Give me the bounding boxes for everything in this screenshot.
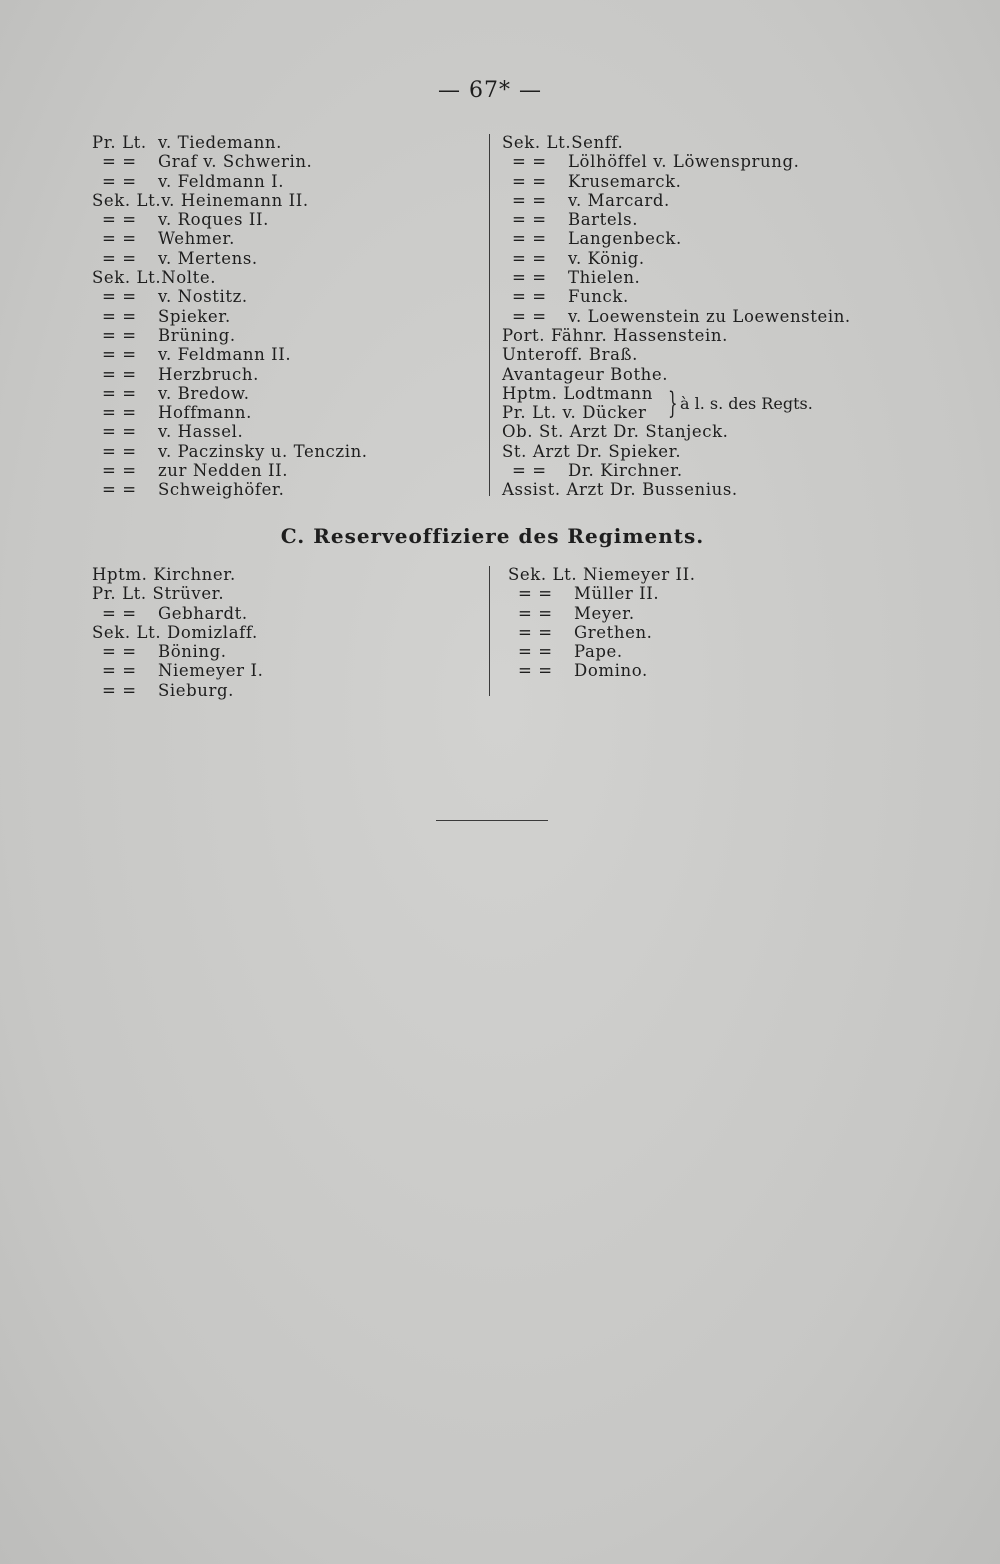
officer-name: v. Loewenstein zu Loewenstein. (568, 306, 851, 326)
officer-list-left (92, 133, 368, 500)
officer-name: Langenbeck. (568, 229, 682, 249)
officer-name: St. Arzt Dr. Spieker. (502, 441, 682, 461)
officer-name: Müller II. (574, 584, 660, 604)
list-item (92, 604, 263, 623)
ditto-mark: = = (102, 480, 137, 500)
ditto-mark: = = (102, 306, 137, 326)
ditto-mark: = = (518, 661, 553, 681)
list-item (508, 604, 696, 623)
officer-name: Port. Fähnr. Hassenstein. (502, 325, 728, 345)
officer-name: Lölhöffel v. Löwensprung. (568, 152, 800, 172)
list-item: Hptm. Lodtmann (502, 383, 653, 403)
list-item (92, 461, 368, 480)
ditto-mark: = = (102, 441, 137, 461)
brace-icon: } (668, 385, 678, 421)
officer-name: v. Paczinsky u. Tenczin. (158, 441, 368, 461)
reserve-list-left (92, 565, 263, 700)
ditto-mark: = = (102, 403, 137, 423)
list-item (502, 345, 851, 364)
list-item (508, 623, 696, 642)
list-item (92, 268, 368, 287)
list-item (92, 565, 263, 584)
officer-name: v. Mertens. (158, 248, 258, 268)
officer-name: Senff. (571, 133, 624, 152)
list-item (502, 268, 851, 287)
list-item (92, 681, 263, 700)
list-item (92, 384, 368, 403)
rank-label: Sek. Lt. (92, 268, 162, 288)
list-item: Pr. Lt. v. Dücker (502, 403, 647, 423)
column-divider (489, 134, 490, 496)
ditto-mark: = = (518, 622, 553, 642)
officer-name: Assist. Arzt Dr. Bussenius. (502, 480, 738, 500)
officer-name: v. Hassel. (158, 422, 244, 442)
officer-name: v. Roques II. (158, 210, 269, 230)
list-item (502, 422, 851, 441)
list-item (92, 661, 263, 680)
officer-name: v. Feldmann I. (158, 171, 285, 191)
list-item (92, 172, 368, 191)
officer-name: Sieburg. (158, 680, 235, 700)
list-item (502, 172, 851, 191)
officer-name: v. Feldmann II. (158, 345, 292, 365)
list-item (92, 210, 368, 229)
ditto-mark: = = (102, 229, 137, 249)
list-item (508, 565, 696, 584)
ditto-mark: = = (102, 661, 137, 681)
list-item (502, 365, 851, 384)
list-item (502, 326, 851, 345)
ditto-mark: = = (512, 461, 547, 481)
list-item (92, 584, 263, 603)
list-item (508, 584, 696, 603)
list-item (92, 326, 368, 345)
officer-name: Pr. Lt. Strüver. (92, 584, 225, 604)
officer-name: Spieker. (158, 306, 231, 326)
list-item (92, 307, 368, 326)
ditto-mark: = = (518, 642, 553, 662)
list-item (92, 229, 368, 248)
list-item (502, 133, 851, 152)
officer-name: zur Nedden II. (158, 461, 289, 481)
officer-name: v. Heinemann II. (161, 190, 309, 210)
ditto-mark: = = (512, 210, 547, 230)
list-item (502, 480, 851, 499)
officer-name: Bartels. (568, 210, 639, 230)
list-item (508, 642, 696, 661)
brace-note: à l. s. des Regts. (680, 393, 813, 413)
list-item (502, 287, 851, 306)
officer-name: Graf v. Schwerin. (158, 152, 313, 172)
list-item (502, 152, 851, 171)
ditto-mark: = = (102, 287, 137, 307)
list-item (92, 191, 368, 210)
officer-name: v. König. (568, 248, 645, 268)
officer-name: Sek. Lt. Domizlaff. (92, 622, 258, 642)
list-item (92, 480, 368, 499)
list-item (92, 623, 263, 642)
list-item (92, 345, 368, 364)
list-item (92, 249, 368, 268)
officer-name: Brüning. (158, 325, 236, 345)
ditto-mark: = = (512, 306, 547, 326)
officer-name: v. Bredow. (158, 383, 250, 403)
officer-name: Sek. Lt. Niemeyer II. (508, 565, 696, 584)
officer-name: Gebhardt. (158, 603, 248, 623)
ditto-mark: = = (512, 229, 547, 249)
ditto-mark: = = (512, 268, 547, 288)
list-item (502, 191, 851, 210)
officer-name: Avantageur Bothe. (502, 364, 669, 384)
officer-name: Thielen. (568, 268, 641, 288)
ditto-mark: = = (102, 364, 137, 384)
column-divider (489, 566, 490, 696)
officer-name: Krusemarck. (568, 171, 682, 191)
ditto-mark: = = (512, 287, 547, 307)
ditto-mark: = = (102, 325, 137, 345)
officer-name: Pape. (574, 642, 623, 662)
list-item (92, 365, 368, 384)
ditto-mark: = = (102, 422, 137, 442)
list-item (502, 249, 851, 268)
brace-group (502, 384, 851, 423)
list-item (92, 442, 368, 461)
section-title: C. Reserveoffiziere des Regiments. (280, 524, 705, 548)
list-item (92, 287, 368, 306)
rank-label: Pr. Lt. (92, 133, 147, 152)
officer-name: Niemeyer I. (158, 661, 264, 681)
ditto-mark: = = (102, 345, 137, 365)
officer-name: Wehmer. (158, 229, 235, 249)
list-item (92, 403, 368, 422)
ditto-mark: = = (518, 584, 553, 604)
officer-name: Schweighöfer. (158, 480, 285, 500)
officer-name: Unteroff. Braß. (502, 345, 638, 365)
ditto-mark: = = (102, 152, 137, 172)
ditto-mark: = = (518, 603, 553, 623)
ditto-mark: = = (102, 461, 137, 481)
officer-name: Nolte. (161, 268, 217, 288)
ditto-mark: = = (512, 190, 547, 210)
list-item (502, 307, 851, 326)
officer-name: v. Marcard. (568, 190, 670, 210)
list-item (502, 229, 851, 248)
list-item (502, 442, 851, 461)
ditto-mark: = = (512, 171, 547, 191)
officer-name: Herzbruch. (158, 364, 259, 384)
list-item (92, 642, 263, 661)
list-item (92, 152, 368, 171)
officer-name: Hoffmann. (158, 403, 252, 423)
officer-name: Funck. (568, 287, 629, 307)
list-item (92, 422, 368, 441)
section-end-rule (436, 820, 548, 821)
ditto-mark: = = (102, 210, 137, 230)
officer-name: Grethen. (574, 622, 653, 642)
ditto-mark: = = (102, 603, 137, 623)
list-item (502, 461, 851, 480)
page-number: — 67* — (438, 78, 542, 103)
rank-label: Sek. Lt. (502, 133, 572, 152)
list-item (502, 210, 851, 229)
ditto-mark: = = (102, 248, 137, 268)
list-item (92, 133, 368, 152)
officer-name: Böning. (158, 642, 227, 662)
officer-name: Dr. Kirchner. (568, 461, 683, 481)
rank-label: Sek. Lt. (92, 190, 162, 210)
officer-list-right (502, 133, 851, 500)
officer-name: Meyer. (574, 603, 635, 623)
ditto-mark: = = (512, 248, 547, 268)
officer-name: Ob. St. Arzt Dr. Stanjeck. (502, 422, 729, 442)
ditto-mark: = = (102, 680, 137, 700)
ditto-mark: = = (102, 171, 137, 191)
officer-name: Domino. (574, 661, 648, 681)
reserve-list-right (508, 565, 696, 681)
list-item (508, 661, 696, 680)
ditto-mark: = = (102, 383, 137, 403)
ditto-mark: = = (102, 642, 137, 662)
ditto-mark: = = (512, 152, 547, 172)
officer-name: v. Tiedemann. (158, 133, 283, 152)
officer-name: v. Nostitz. (158, 287, 248, 307)
officer-name: Hptm. Kirchner. (92, 565, 236, 584)
